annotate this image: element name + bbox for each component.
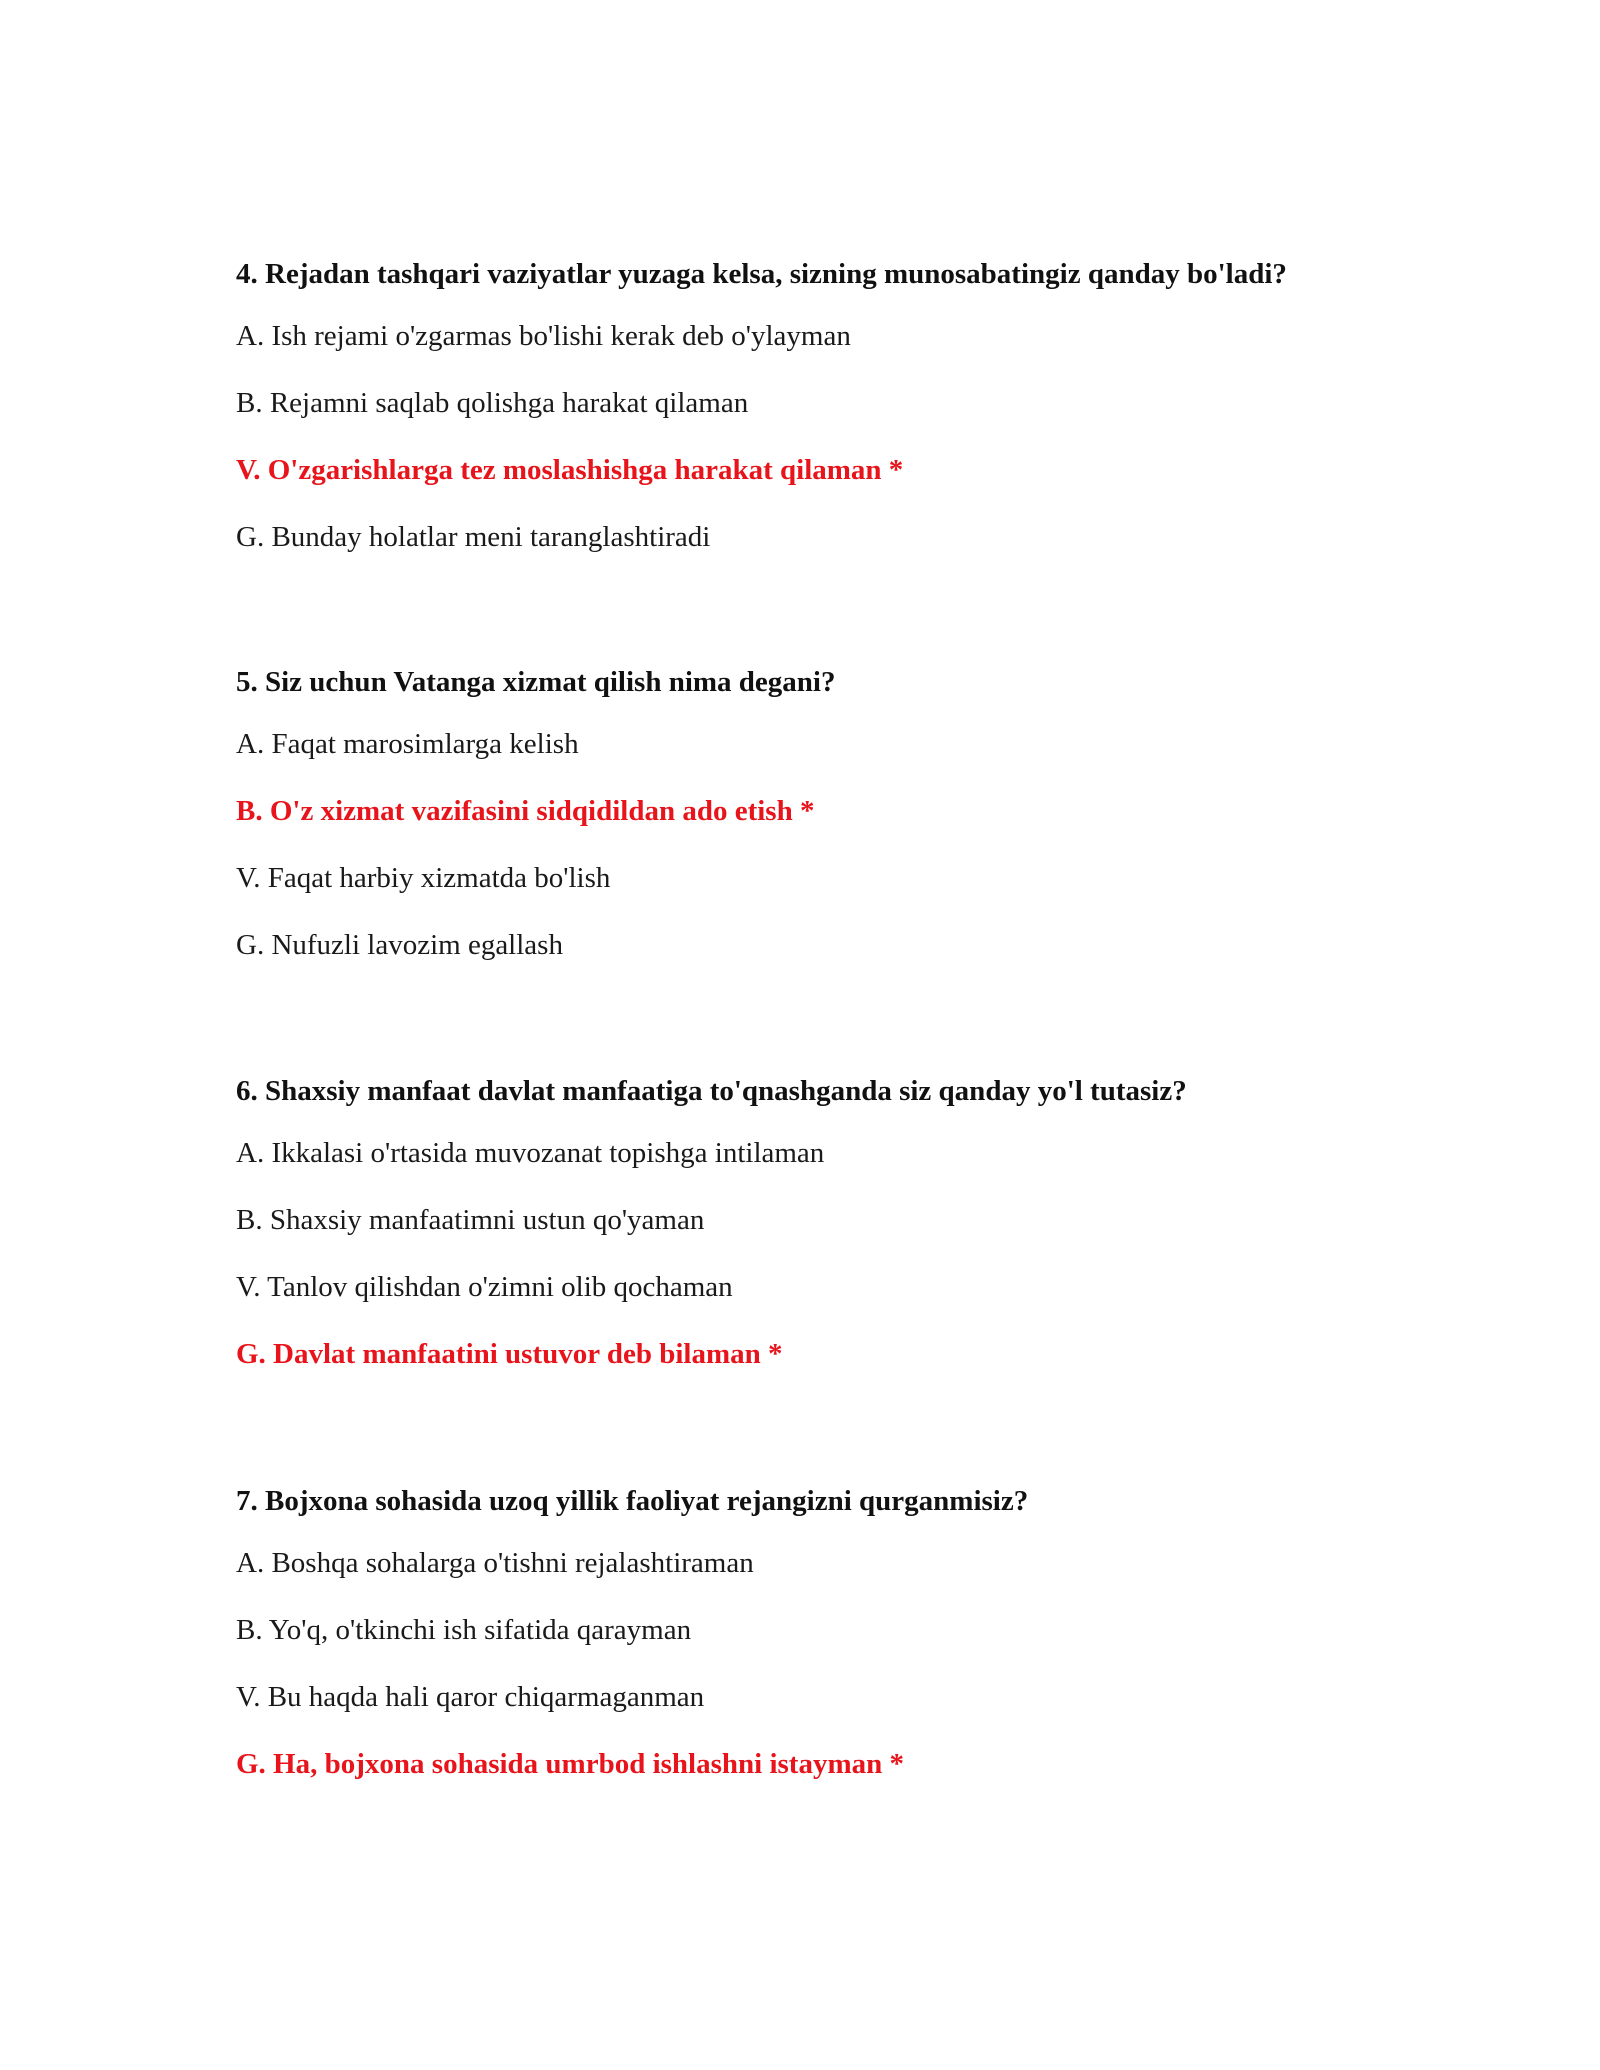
question-title: 4. Rejadan tashqari vaziyatlar yuzaga kelsa, sizning munosabatingiz qanday bo'ladi?	[236, 258, 1287, 290]
spacer	[236, 1401, 1336, 1481]
question-block-5	[236, 662, 1336, 965]
answer-option-a[interactable]: A. Boshqa sohalarga o'tishni rejalashtiraman	[236, 1547, 754, 1579]
answer-option-b[interactable]: B. Yo'q, o'tkinchi ish sifatida qarayman	[236, 1614, 692, 1646]
spacer	[236, 992, 1336, 1071]
answer-option-g[interactable]: G. Nufuzli lavozim egallash	[236, 929, 563, 961]
question-block-7	[236, 1481, 1336, 1784]
answer-option-b[interactable]: B. Shaxsiy manfaatimni ustun qo'yaman	[236, 1204, 705, 1236]
answer-option-a[interactable]: A. Ikkalasi o'rtasida muvozanat topishga intilaman	[236, 1137, 825, 1169]
question-title: 6. Shaxsiy manfaat davlat manfaatiga to'qnashganda siz qanday yo'l tutasiz?	[236, 1075, 1187, 1107]
spacer	[236, 584, 1336, 662]
answer-option-a[interactable]: A. Ish rejami o'zgarmas bo'lishi kerak deb o'ylayman	[236, 320, 851, 352]
answer-option-b[interactable]: B. Rejamni saqlab qolishga harakat qilaman	[236, 387, 749, 419]
answer-option-a[interactable]: A. Faqat marosimlarga kelish	[236, 728, 579, 760]
question-block-4	[236, 254, 1336, 557]
answer-option-v-correct[interactable]: V. O'zgarishlarga tez moslashishga harakat qilaman *	[236, 454, 904, 486]
answer-option-g-correct[interactable]: G. Ha, bojxona sohasida umrbod ishlashni istayman *	[236, 1748, 904, 1780]
question-block-6	[236, 1071, 1336, 1374]
question-title: 5. Siz uchun Vatanga xizmat qilish nima degani?	[236, 666, 836, 698]
answer-option-b-correct[interactable]: B. O'z xizmat vazifasini sidqidildan ado etish *	[236, 795, 815, 827]
answer-option-g-correct[interactable]: G. Davlat manfaatini ustuvor deb bilaman *	[236, 1338, 783, 1370]
answer-option-v[interactable]: V. Faqat harbiy xizmatda bo'lish	[236, 862, 611, 894]
question-title: 7. Bojxona sohasida uzoq yillik faoliyat rejangizni qurganmisiz?	[236, 1485, 1029, 1517]
answer-option-v[interactable]: V. Bu haqda hali qaror chiqarmaganman	[236, 1681, 705, 1713]
question-list	[236, 254, 1336, 1811]
answer-option-v[interactable]: V. Tanlov qilishdan o'zimni olib qochaman	[236, 1271, 733, 1303]
answer-option-g[interactable]: G. Bunday holatlar meni taranglashtiradi	[236, 521, 711, 553]
